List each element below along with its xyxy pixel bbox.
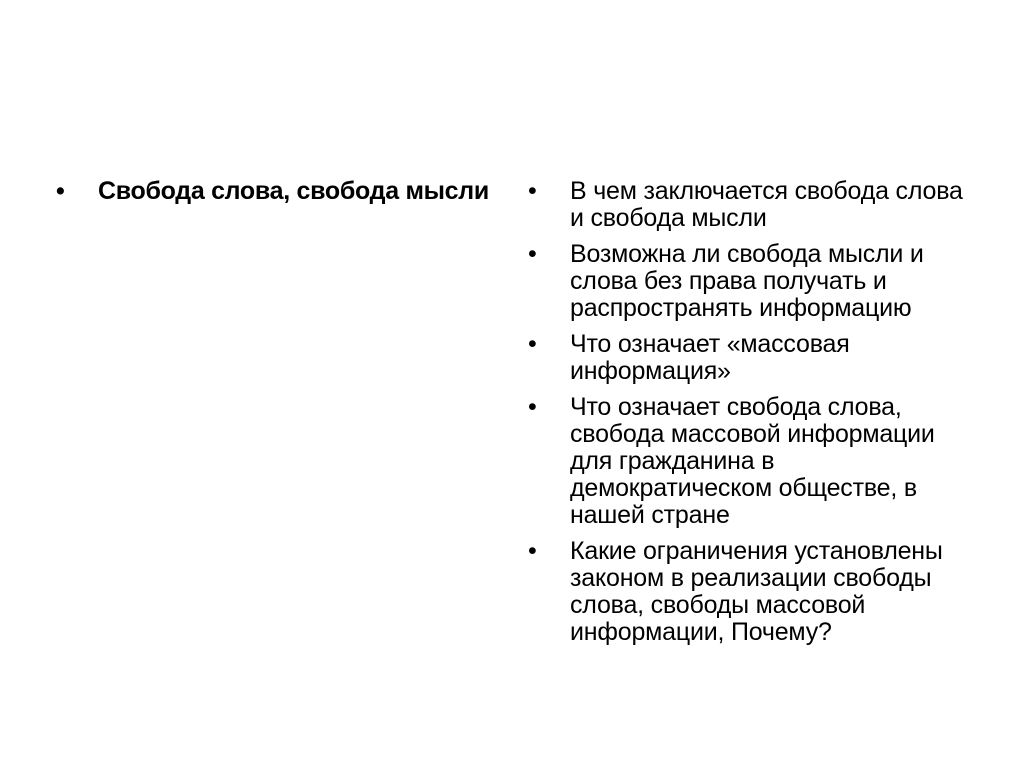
right-column [528, 178, 968, 655]
left-column [56, 178, 496, 214]
right-bullet-text: Какие ограничения установлены законом в реализации свободы слова, свободы массовой информации, Почему? [570, 537, 943, 646]
right-bullet-text: Возможна ли свобода мысли и слова без права получать и распространять информацию [570, 240, 924, 322]
bullet-dot: • [528, 537, 537, 565]
bullet-dot: • [56, 177, 65, 205]
right-bullet-text: Что означает свобода слова, свобода массовой информации для гражданина в демократическом обществе, в нашей стране [570, 393, 935, 529]
left-bullet-list [56, 178, 496, 205]
right-bullet-item [528, 178, 968, 232]
right-bullet-item [528, 538, 968, 646]
left-bullet-text: Свобода слова, свобода мысли [98, 177, 489, 205]
right-bullet-list [528, 178, 968, 646]
bullet-dot: • [528, 177, 537, 205]
right-bullet-item [528, 241, 968, 322]
right-bullet-text: В чем заключается свобода слова и свобода мысли [570, 177, 963, 232]
right-bullet-item [528, 331, 968, 385]
right-bullet-item [528, 394, 968, 529]
left-bullet-item [56, 178, 496, 205]
bullet-dot: • [528, 240, 537, 268]
bullet-dot: • [528, 330, 537, 358]
right-bullet-text: Что означает «массовая информация» [570, 330, 850, 385]
bullet-dot: • [528, 393, 537, 421]
